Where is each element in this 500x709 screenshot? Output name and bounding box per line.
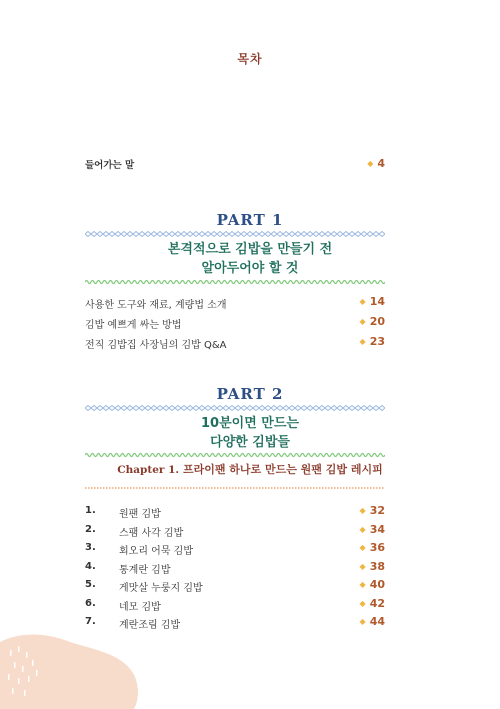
toc-entry[interactable] xyxy=(85,502,385,521)
chapter-prefix: Chapter 1. xyxy=(117,464,180,476)
bullet-icon: ◆ xyxy=(359,580,366,589)
entry-number: 5. xyxy=(85,579,96,590)
chapter-name: 프라이팬 하나로 만드는 원팬 김밥 레시피 xyxy=(182,463,383,476)
diamond-divider xyxy=(85,231,385,237)
bullet-icon: ◆ xyxy=(359,297,366,306)
bullet-icon: ◆ xyxy=(359,617,366,626)
dotted-rule xyxy=(85,487,385,489)
toc-entry[interactable] xyxy=(85,613,385,632)
page-number: ◆ 32 xyxy=(359,504,385,517)
bullet-icon: ◆ xyxy=(359,543,366,552)
toc-entry[interactable] xyxy=(85,521,385,540)
page-number: ◆ 14 xyxy=(359,295,385,308)
page-number: ◆ 20 xyxy=(359,315,385,328)
toc-entry[interactable] xyxy=(85,539,385,558)
toc-entry-label: 회오리 어묵 김밥 xyxy=(119,546,193,557)
toc-entry[interactable] xyxy=(85,576,385,595)
page-number: ◆ 36 xyxy=(359,541,385,554)
entry-number: 1. xyxy=(85,505,96,516)
toc-entry[interactable] xyxy=(85,333,385,353)
toc-entry[interactable] xyxy=(85,558,385,577)
toc-entry-label: 게맛살 누룽지 김밥 xyxy=(119,583,203,594)
bullet-icon: ◆ xyxy=(367,159,374,168)
page-title: 목차 xyxy=(237,52,263,66)
diamond-divider xyxy=(85,405,385,411)
page-number: ◆ 34 xyxy=(359,522,385,536)
entry-number: 7. xyxy=(85,616,96,627)
part-1-label: PART 1 xyxy=(216,211,284,229)
toc-entry-intro[interactable] xyxy=(85,157,385,171)
toc-entry[interactable] xyxy=(85,313,385,333)
wave-divider xyxy=(85,278,385,286)
toc-entry-label: 통계란 김밥 xyxy=(119,564,171,576)
bullet-icon: ◆ xyxy=(359,561,366,571)
bullet-icon: ◆ xyxy=(359,524,366,534)
page-number: ◆ 40 xyxy=(359,578,385,591)
page-number: ◆ 23 xyxy=(359,335,385,348)
page-number: ◆ 38 xyxy=(359,559,385,573)
decorative-blob xyxy=(0,632,140,709)
toc-entry-label: 계란조림 김밥 xyxy=(119,620,181,631)
chapter-title xyxy=(0,461,500,477)
bullet-icon: ◆ xyxy=(359,598,366,608)
entry-number: 2. xyxy=(85,523,96,535)
chapter-1-list xyxy=(85,502,385,632)
page-number: ◆ 4 xyxy=(367,157,385,170)
part-1-list xyxy=(85,293,385,353)
page-number: ◆ 42 xyxy=(359,596,385,610)
toc-entry-label: 김밥 예쁘게 싸는 방법 xyxy=(85,320,182,331)
toc-entry-label: 들어가는 말 xyxy=(85,160,135,171)
part-2-heading: 10분이면 만드는 다양한 김밥들 xyxy=(201,416,299,450)
bullet-icon: ◆ xyxy=(359,506,366,515)
toc-entry[interactable] xyxy=(85,595,385,614)
toc-entry-label: 전직 김밥집 사장님의 김밥 Q&A xyxy=(85,340,227,351)
entry-number: 6. xyxy=(85,597,96,609)
part-2-label: PART 2 xyxy=(216,385,284,403)
bullet-icon: ◆ xyxy=(359,337,366,346)
entry-number: 3. xyxy=(85,542,96,553)
part-1-heading: 본격적으로 김밥을 만들기 전 알아두어야 할 것 xyxy=(167,242,333,276)
toc-entry-label: 스팸 사각 김밥 xyxy=(119,527,184,539)
toc-entry[interactable] xyxy=(85,293,385,313)
bullet-icon: ◆ xyxy=(359,317,366,326)
toc-entry-label: 사용한 도구와 재료, 계량법 소개 xyxy=(85,300,227,311)
toc-entry-label: 네모 김밥 xyxy=(119,601,161,613)
wave-divider xyxy=(85,451,385,459)
page-number: ◆ 44 xyxy=(359,615,385,628)
toc-entry-label: 원팬 김밥 xyxy=(119,509,161,520)
entry-number: 4. xyxy=(85,560,96,572)
